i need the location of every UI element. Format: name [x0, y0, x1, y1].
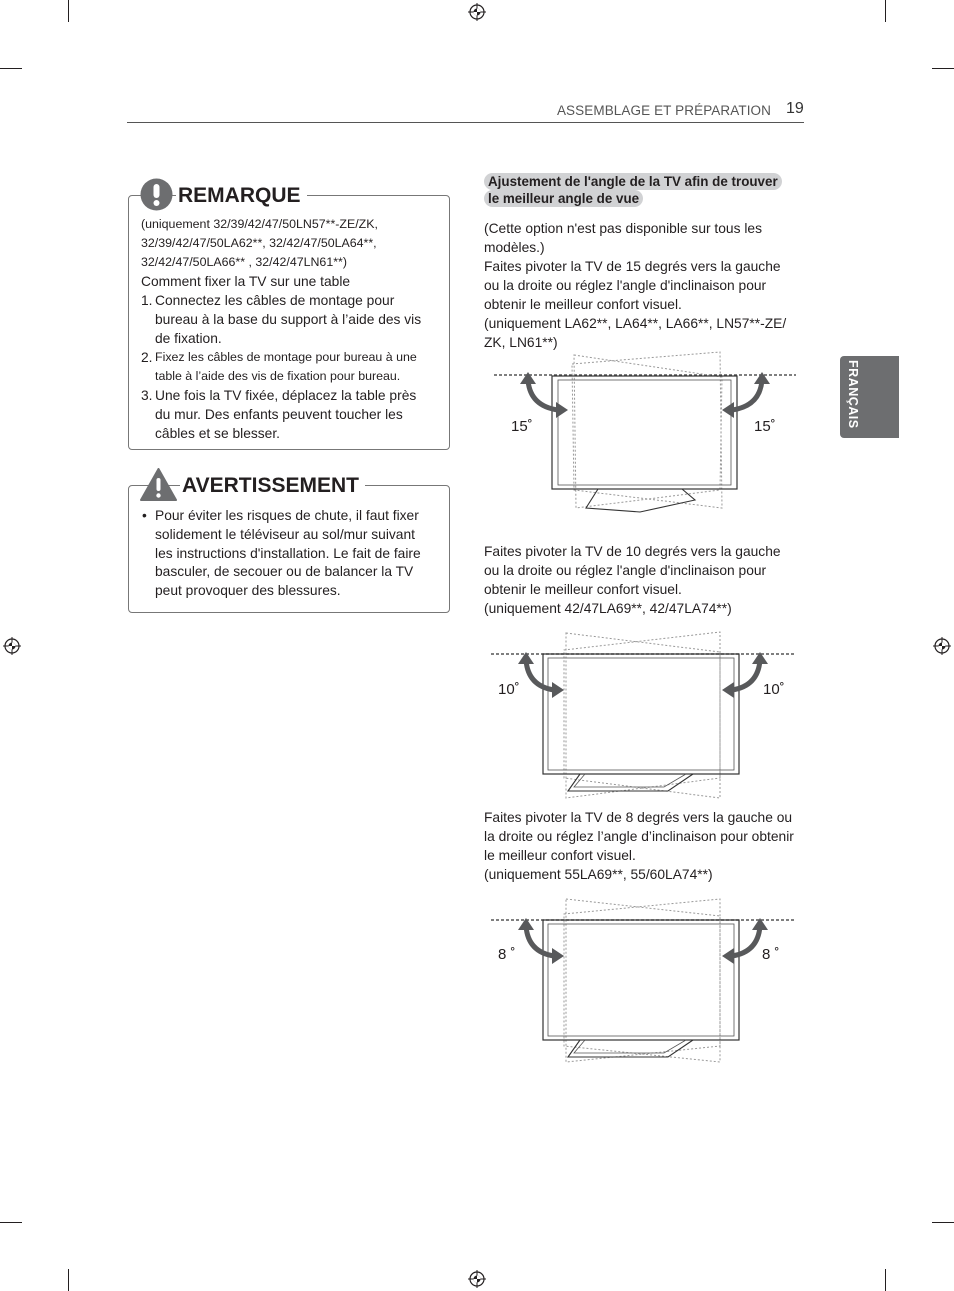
list-item-line: Fixez les câbles de montage pour bureau à une — [155, 350, 417, 364]
remarque-models-line: 32/42/47/50LA66** , 32/42/47LN61**) — [141, 255, 347, 269]
paragraph-line: obtenir le meilleur confort visuel. — [484, 297, 682, 312]
list-number: 1. — [141, 293, 153, 308]
registration-mark-icon — [468, 3, 486, 21]
page-number: 19 — [786, 100, 804, 117]
remarque-models-line: (uniquement 32/39/42/47/50LN57**-ZE/ZK, — [141, 217, 378, 231]
list-item — [141, 348, 441, 386]
list-item — [141, 291, 441, 348]
note-icon — [140, 178, 173, 211]
registration-mark-icon — [3, 637, 21, 655]
list-item-line: Une fois la TV fixée, déplacez la table près — [155, 388, 417, 403]
angle-label-left: 8 ˚ — [498, 946, 516, 963]
paragraph-line: (uniquement 42/47LA69**, 42/47LA74**) — [484, 601, 732, 616]
warning-line: basculer, de secouer ou de balancer la TV — [155, 564, 414, 579]
angle-label-left: 15˚ — [511, 418, 533, 435]
tv-swivel-diagram-10 — [488, 628, 798, 800]
section-heading — [484, 173, 801, 207]
paragraph-line: (uniquement 55LA69**, 55/60LA74**) — [484, 867, 713, 882]
paragraph-line: ou la droite ou réglez l'angle d'inclinaison pour — [484, 278, 767, 293]
crop-mark — [68, 0, 69, 22]
section-heading-line: Ajustement de l'angle de la TV afin de trouver — [484, 173, 782, 190]
list-item-line: câbles et se blesser. — [155, 426, 281, 441]
crop-mark — [885, 0, 886, 22]
list-number: 3. — [141, 388, 153, 403]
registration-mark-icon — [933, 637, 951, 655]
angle-label-left: 10˚ — [498, 681, 520, 698]
warning-line: Pour éviter les risques de chute, il faut fixer — [155, 508, 419, 523]
paragraph-line: modèles.) — [484, 240, 545, 255]
remarque-intro: Comment fixer la TV sur une table — [141, 274, 351, 289]
crop-mark — [885, 1269, 886, 1291]
paragraph-line: ZK, LN61**) — [484, 335, 558, 350]
remarque-title: REMARQUE — [176, 183, 307, 209]
list-item-line: de fixation. — [155, 331, 222, 346]
paragraph-line: (Cette option n'est pas disponible sur tous les — [484, 221, 762, 236]
avertissement-title: AVERTISSEMENT — [180, 473, 365, 499]
paragraph-line: ou la droite ou réglez l'angle d'inclinaison pour — [484, 563, 767, 578]
crop-mark — [932, 1222, 954, 1223]
remarque-models-line: 32/39/42/47/50LA62**, 32/42/47/50LA64**, — [141, 236, 377, 250]
crop-mark — [932, 68, 954, 69]
list-item-line: du mur. Des enfants peuvent toucher les — [155, 407, 403, 422]
paragraph-line: Faites pivoter la TV de 10 degrés vers la gauche — [484, 544, 781, 559]
language-tab-label: FRANÇAIS — [846, 360, 860, 429]
tv-swivel-diagram-8 — [488, 894, 798, 1066]
warning-line: les instructions d'installation. Le fait de faire — [155, 546, 421, 561]
header-rule — [127, 122, 804, 123]
list-item-line: Connectez les câbles de montage pour — [155, 293, 395, 308]
crop-mark — [0, 1222, 22, 1223]
list-number: 2. — [141, 350, 153, 365]
angle-label-right: 8 ˚ — [762, 946, 780, 963]
paragraph-line: Faites pivoter la TV de 15 degrés vers la gauche — [484, 259, 781, 274]
warning-line: peut provoquer des blessures. — [155, 583, 341, 598]
list-item-line: table à l’aide des vis de fixation pour bureau. — [155, 369, 401, 383]
angle-label-right: 15˚ — [754, 418, 776, 435]
section-heading-line: le meilleur angle de vue — [484, 190, 643, 207]
list-item — [141, 386, 441, 443]
crop-mark — [0, 68, 22, 69]
crop-mark — [68, 1269, 69, 1291]
paragraph-line: Faites pivoter la TV de 8 degrés vers la gauche ou — [484, 810, 793, 825]
list-item-line: bureau à la base du support à l’aide des vis — [155, 312, 422, 327]
angle-label-right: 10˚ — [763, 681, 785, 698]
paragraph-line: la droite ou réglez l’angle d’inclinaison pour obtenir — [484, 829, 794, 844]
paragraph-line: (uniquement LA62**, LA64**, LA66**, LN57**-ZE/ — [484, 316, 787, 331]
running-header-section: ASSEMBLAGE ET PRÉPARATION — [556, 103, 771, 118]
warning-icon — [140, 468, 177, 501]
bullet: • — [142, 508, 147, 523]
paragraph-line: le meilleur confort visuel. — [484, 848, 636, 863]
warning-line: solidement le téléviseur au sol/mur suivant — [155, 527, 415, 542]
registration-mark-icon — [468, 1270, 486, 1288]
paragraph-line: obtenir le meilleur confort visuel. — [484, 582, 682, 597]
language-tab — [840, 356, 899, 438]
